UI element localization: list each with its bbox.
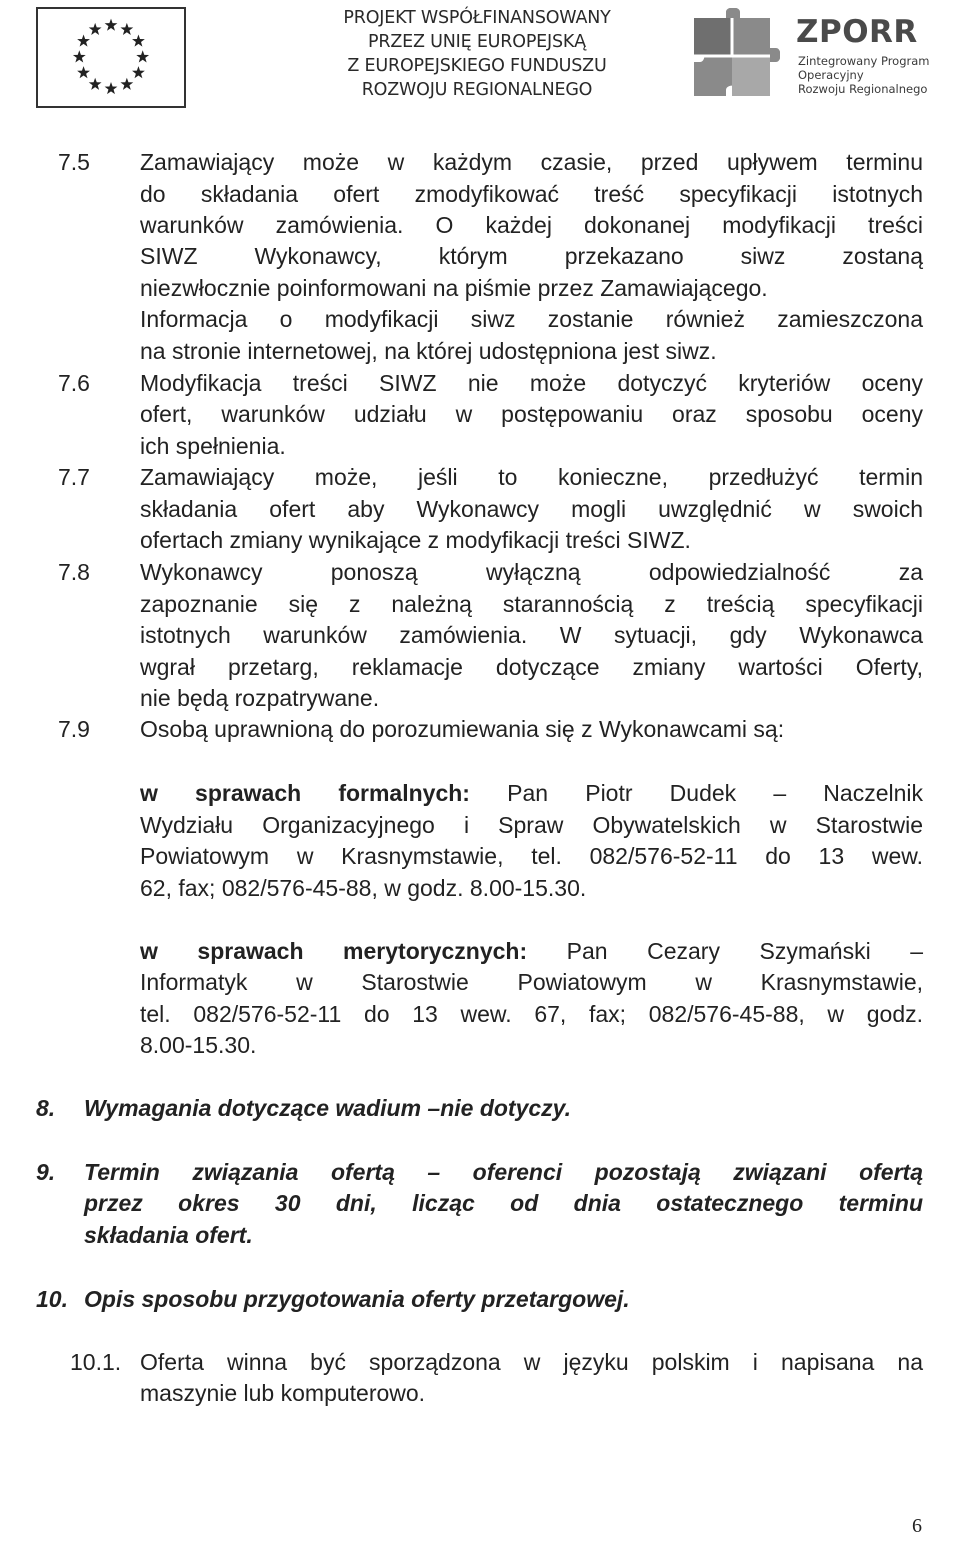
paragraph-line: wgrał przetarg, reklamacje dotyczące zmiany wartości Oferty, <box>140 654 923 680</box>
eu-star-icon <box>136 50 149 62</box>
paragraph-line: Osobą uprawnioną do porozumiewania się z Wykonawcami są: <box>140 716 785 742</box>
merit-contact-line: w sprawach merytorycznych: Pan Cezary Szymański – <box>140 938 924 964</box>
paragraph-line: Oferta winna być sporządzona w języku polskim i napisana na <box>140 1349 923 1375</box>
eu-star-icon <box>105 19 118 31</box>
paragraph-line: Informatyk w Starostwie Powiatowym w Krasnymstawie, <box>140 969 923 995</box>
zporr-logo <box>688 8 938 108</box>
zporr-subtitle: Zintegrowany Program Operacyjny Rozwoju Regionalnego <box>798 54 930 96</box>
paragraph-line: Informacja o modyfikacji siwz zostanie również zamieszczona <box>140 306 923 332</box>
section-heading: Termin związania ofertą – oferenci pozostają związani ofertą <box>84 1159 923 1185</box>
eu-star-icon <box>73 50 86 62</box>
eu-star-icon <box>132 34 145 46</box>
paragraph-line: do składania ofert zmodyfikować treść specyfikacji istotnych <box>140 181 923 207</box>
section-heading: przez okres 30 dni, licząc od dnia ostatecznego terminu <box>84 1190 923 1216</box>
section-number: 7.5 <box>58 149 90 175</box>
merit-label: w sprawach merytorycznych: <box>140 938 528 964</box>
paragraph-line: Wydziału Organizacyjnego i Spraw Obywatelskich w Starostwie <box>140 812 923 838</box>
paragraph-line: ofert, warunków udziału w postępowaniu oraz sposobu oceny <box>140 401 923 427</box>
paragraph-line: Modyfikacja treści SIWZ nie może dotyczyć kryteriów oceny <box>140 370 923 396</box>
section-number: 10.1. <box>70 1349 122 1375</box>
paragraph-line: zapoznanie się z należną starannością z treścią specyfikacji <box>140 591 923 617</box>
paragraph-line: 62, fax; 082/576-45-88, w godz. 8.00-15.30. <box>140 875 587 901</box>
page-number: 6 <box>912 1515 922 1537</box>
puzzle-icon <box>688 8 780 104</box>
eu-star-icon <box>120 78 133 90</box>
project-line: ROZWOJU REGIONALNEGO <box>361 80 593 100</box>
paragraph-line: istotnych warunków zamówienia. W sytuacji, gdy Wykonawca <box>140 622 923 648</box>
paragraph-line: na stronie internetowej, na której udostępniona jest siwz. <box>140 338 717 364</box>
paragraph-line: Zamawiający może, jeśli to konieczne, przedłużyć termin <box>140 464 923 490</box>
eu-star-icon <box>77 34 90 46</box>
paragraph-line: niezwłocznie poinformowani na piśmie przez Zamawiającego. <box>140 275 768 301</box>
section-heading: Wymagania dotyczące wadium –nie dotyczy. <box>84 1095 571 1121</box>
section-number: 7.6 <box>58 370 90 396</box>
paragraph-line: Zamawiający może w każdym czasie, przed upływem terminu <box>140 149 923 175</box>
paragraph-line: warunków zamówienia. O każdej dokonanej modyfikacji treści <box>140 212 923 238</box>
eu-star-icon <box>77 66 90 78</box>
eu-stars-icon <box>38 9 184 106</box>
section-number: 7.8 <box>58 559 90 585</box>
paragraph-line: maszynie lub komputerowo. <box>140 1380 426 1406</box>
section-number: 7.9 <box>58 716 90 742</box>
eu-star-icon <box>132 66 145 78</box>
section-number: 10. <box>36 1286 68 1312</box>
zporr-title: ZPORR <box>796 14 918 50</box>
paragraph-line: składania ofert aby Wykonawcy mogli uwzględnić w swoich <box>140 496 923 522</box>
paragraph-line: 8.00-15.30. <box>140 1032 257 1058</box>
paragraph-line: SIWZ Wykonawcy, którym przekazano siwz zostaną <box>140 243 923 269</box>
project-line: Z EUROPEJSKIEGO FUNDUSZU <box>347 56 607 76</box>
eu-star-icon <box>89 23 102 35</box>
project-line: PROJEKT WSPÓŁFINANSOWANY <box>343 8 611 28</box>
paragraph-line: Powiatowym w Krasnymstawie, tel. 082/576-52-11 do 13 wew. <box>140 843 923 869</box>
project-cofinancing-text <box>316 6 638 102</box>
paragraph-line: ich spełnienia. <box>140 433 286 459</box>
section-number: 9. <box>36 1159 56 1185</box>
project-line: PRZEZ UNIĘ EUROPEJSKĄ <box>368 32 586 52</box>
paragraph-line: tel. 082/576-52-11 do 13 wew. 67, fax; 082/576-45-88, w godz. <box>140 1001 923 1027</box>
paragraph-line: Wykonawcy ponoszą wyłączną odpowiedzialność za <box>140 559 923 585</box>
section-number: 7.7 <box>58 464 90 490</box>
paragraph-line: ofertach zmiany wynikające z modyfikacji treści SIWZ. <box>140 527 691 553</box>
formal-contact-line: w sprawach formalnych: Pan Piotr Dudek – Naczelnik <box>140 780 923 806</box>
eu-star-icon <box>105 82 118 94</box>
formal-label: w sprawach formalnych: <box>140 780 470 806</box>
section-heading: składania ofert. <box>84 1222 253 1248</box>
section-number: 8. <box>36 1095 56 1121</box>
paragraph-line: nie będą rozpatrywane. <box>140 685 380 711</box>
eu-flag-logo <box>36 7 186 108</box>
eu-star-icon <box>120 23 133 35</box>
eu-star-icon <box>89 78 102 90</box>
section-heading: Opis sposobu przygotowania oferty przetargowej. <box>84 1286 630 1312</box>
